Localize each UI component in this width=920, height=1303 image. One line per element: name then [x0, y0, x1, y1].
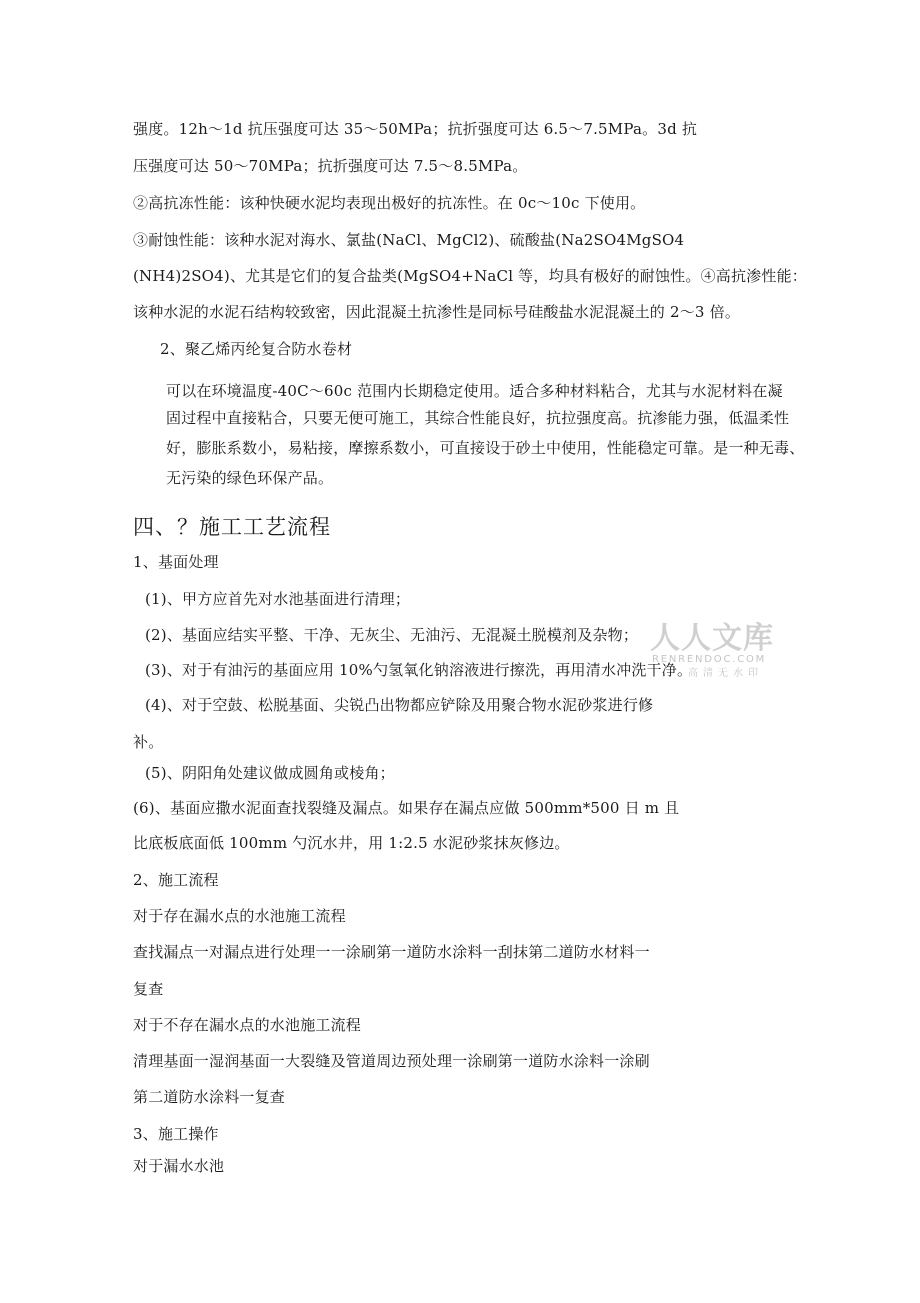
text-line: 补。	[133, 733, 164, 751]
watermark-main: 人人文库	[650, 621, 774, 656]
section-subheading: 1、基面处理	[133, 553, 219, 571]
text-line: 无污染的绿色环保产品。	[166, 469, 334, 487]
text-line: 比底板底面低 100mm 勺沉水井，用 1:2.5 水泥砂浆抹灰修边。	[133, 834, 570, 852]
text-line: 清理基面一湿润基面一大裂缝及管道周边预处理一涂刷第一道防水涂料一涂刷	[133, 1052, 650, 1070]
text-line: (2)、基面应结实平整、干净、无灰尘、无油污、无混凝土脱模剂及杂物；	[145, 626, 639, 644]
watermark-logo	[650, 622, 780, 686]
text-line: 压强度可达 50〜70MPa；抗折强度可达 7.5〜8.5MPa。	[133, 157, 528, 175]
text-line: 可以在环境温度-40C〜60c 范围内长期稳定使用。适合多种材料粘合，尤其与水泥材料在凝	[166, 382, 783, 400]
section-heading: 四、？施工工艺流程	[133, 515, 331, 539]
text-line: 固过程中直接粘合，只要无便可施工，其综合性能良好，抗拉强度高。抗渗能力强，低温柔性	[166, 409, 790, 427]
text-line: 对于漏水水池	[133, 1157, 225, 1175]
watermark-sub: 高清无水印	[688, 668, 763, 679]
text-line: (NH4)2SO4)、尤其是它们的复合盐类(MgSO4+NaCl 等，均具有极好的耐蚀性。④高抗渗性能：	[133, 267, 807, 285]
section-subheading: 2、聚乙烯丙纶复合防水卷材	[160, 340, 353, 358]
text-line: (1)、甲方应首先对水池基面进行清理；	[145, 590, 411, 608]
text-line: ③耐蚀性能：该种水泥对海水、氯盐(NaCl、MgCl2)、硫酸盐(Na2SO4MgSO4	[133, 231, 685, 249]
text-line: 复查	[133, 980, 164, 998]
text-line: 查找漏点一对漏点进行处理一一涂刷第一道防水涂料一刮抹第二道防水材料一	[133, 943, 650, 961]
text-line: (3)、对于有油污的基面应用 10%勺氢氧化钠溶液进行擦洗，再用清水冲洗干净。	[145, 661, 693, 679]
text-line: 好，膨胀系数小，易粘接，摩擦系数小，可直接设于砂土中使用，性能稳定可靠。是一种无毒、	[166, 439, 805, 457]
text-line: (4)、对于空鼓、松脱基面、尖锐凸出物都应铲除及用聚合物水泥砂浆进行修	[145, 696, 654, 714]
text-line: 第二道防水涂料一复查	[133, 1088, 286, 1106]
text-line: 对于存在漏水点的水池施工流程	[133, 907, 346, 925]
text-line: 强度。12h〜1d 抗压强度可达 35〜50MPa；抗折强度可达 6.5〜7.5MPa。3d 抗	[133, 120, 698, 138]
text-line: ②高抗冻性能：该种快硬水泥均表现出极好的抗冻性。在 0c〜10c 下使用。	[133, 194, 646, 212]
text-line: 该种水泥的水泥石结构较致密，因此混凝土抗渗性是同标号硅酸盐水泥混凝土的 2〜3 倍。	[133, 303, 741, 321]
watermark-domain: RENRENDOC.COM	[652, 654, 767, 665]
section-subheading: 3、施工操作	[133, 1125, 219, 1143]
text-line: (5)、阴阳角处建议做成圆角或棱角；	[145, 764, 395, 782]
text-line: 对于不存在漏水点的水池施工流程	[133, 1016, 362, 1034]
section-subheading: 2、施工流程	[133, 871, 219, 889]
text-line: (6)、基面应撒水泥面查找裂缝及漏点。如果存在漏点应做 500mm*500 日 m 且	[133, 799, 680, 817]
